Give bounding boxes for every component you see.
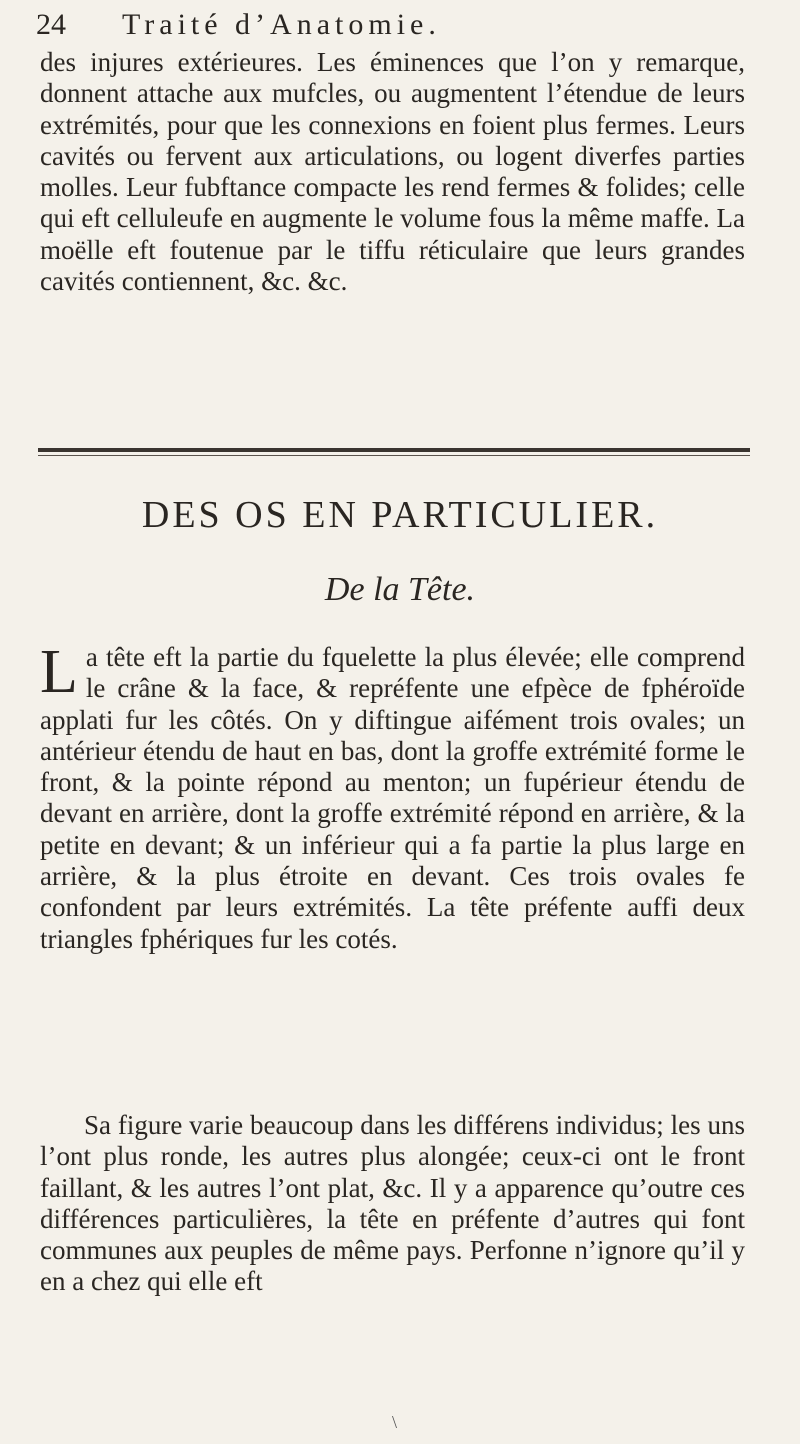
section-title: DES OS EN PARTICULIER. — [141, 494, 659, 536]
paragraph-head-description — [40, 638, 745, 955]
section-divider-thin — [38, 455, 750, 456]
paragraph-head-text: a tête eft la partie du fquelette la plus élevée; elle comprend le crâne & la face, & repréfente une efpèce de fphéroïde applati fur les côtés. On y diftingue aifément trois ovales; un antérieur étendu de haut en bas, dont la groffe extrémité forme le front, & la pointe répond au menton; un fupérieur étendu de devant en arrière, dont la groffe extrémité répond en arrière, & la petite en devant; & un inférieur qui a fa partie la plus large en arrière, & la plus étroite en devant. Ces trois ovales fe confondent par leurs extrémités. La tête préfente auffi deux triangles fphériques fur les cotés. — [40, 642, 745, 954]
drop-cap: L — [40, 638, 78, 706]
paragraph-head-shape: Sa figure varie beaucoup dans les différens individus; les uns l’ont plus ronde, les autres plus alongée; ceux-ci ont le front faillant, & les autres l’ont plat, &c. Il y a apparence qu’outre ces différences particulières, la tête en préfente d’autres qui font communes aux peuples de même pays. Perfonne n’ignore qu’il y en a chez qui elle eft — [40, 1110, 745, 1297]
paragraph-bones-general: des injures extérieures. Les éminences que l’on y remarque, donnent attache aux mufcles, ou augmentent l’étendue de leurs extrémités, pour que les connexions en foient plus fermes. Leurs cavités ou fervent aux articulations, ou logent diverfes parties molles. Leur fubftance compacte les rend fermes & folides; celle qui eft celluleufe en augmente le volume fous la même maffe. La moëlle eft foutenue par le tiffu réticulaire que leurs grandes cavités contiennent, &c. &c. — [40, 47, 745, 297]
book-title: Traité d’Anatomie. — [122, 8, 441, 41]
page-number: 24 — [36, 8, 66, 41]
subsection-title: De la Tête. — [324, 571, 476, 608]
footer-mark: \ — [392, 1412, 398, 1432]
section-divider — [38, 448, 750, 452]
running-head — [36, 8, 756, 48]
